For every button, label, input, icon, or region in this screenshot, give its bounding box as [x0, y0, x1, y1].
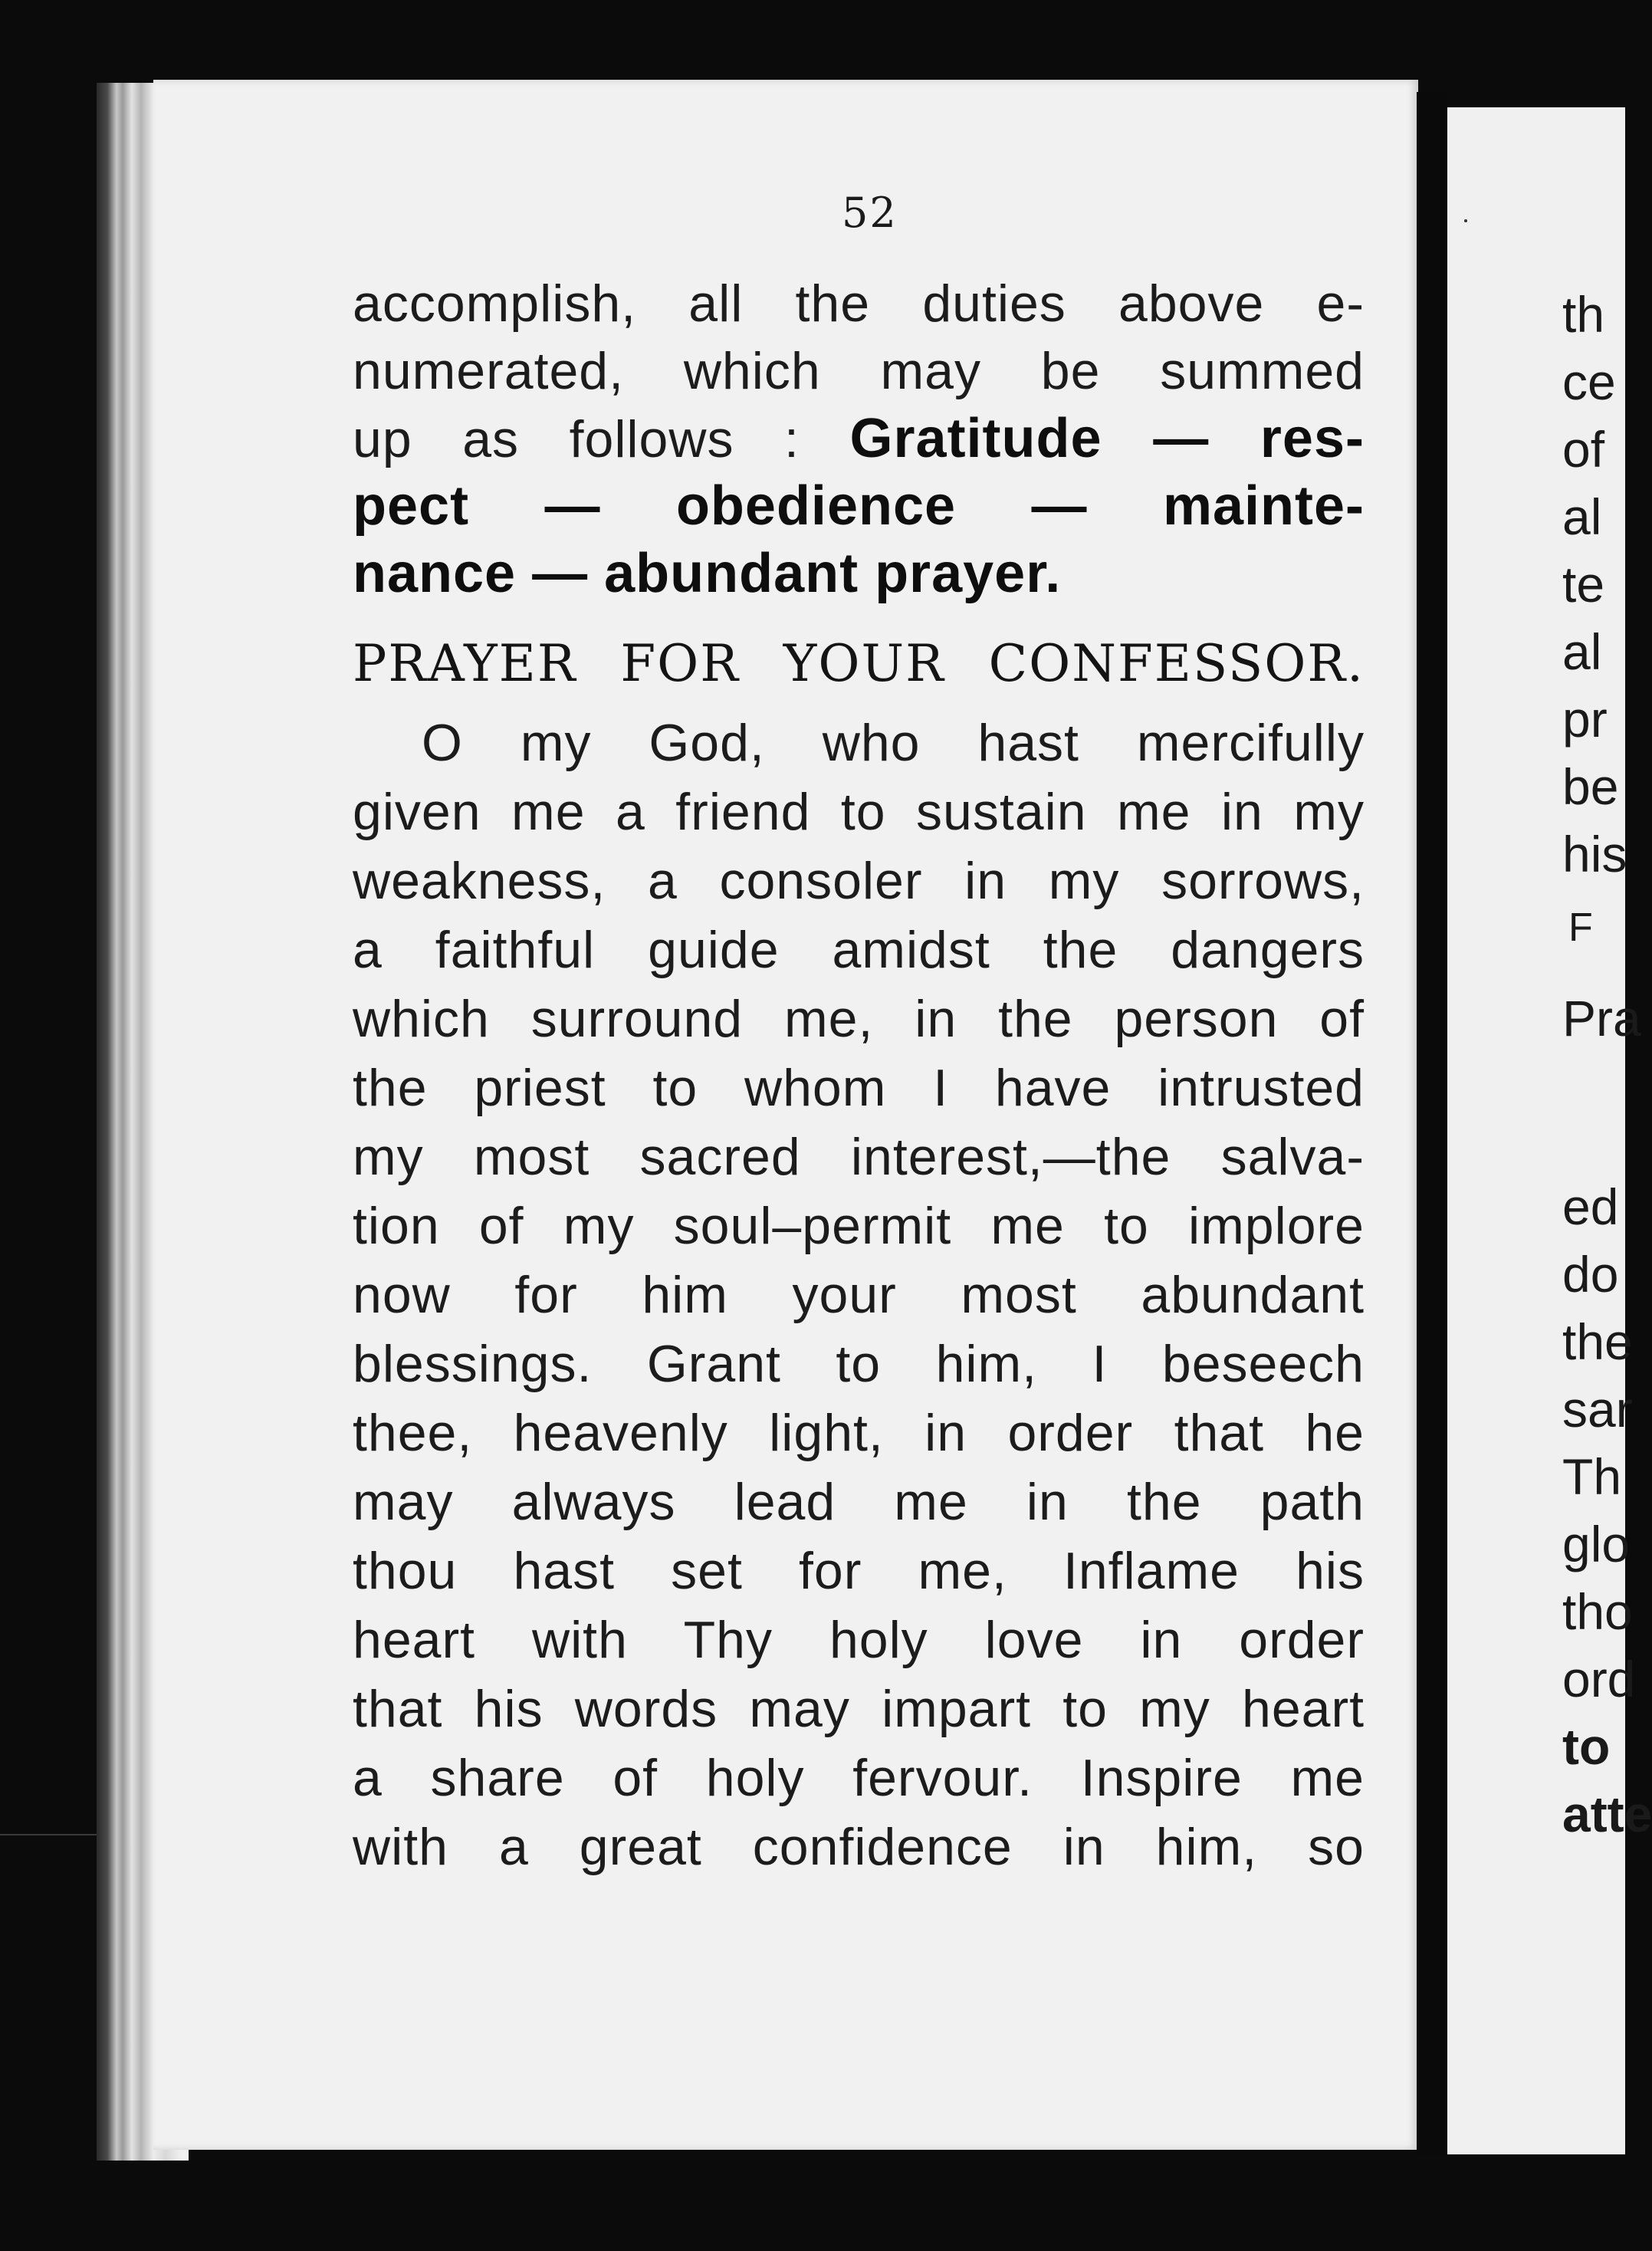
- text-line-mixed: [353, 405, 1365, 472]
- page-number: 52: [842, 189, 898, 237]
- text-line: a share of holy fervour. Inspire me: [353, 1749, 1365, 1807]
- text-line: O my God, who hast mercifully: [422, 714, 1365, 772]
- text-fragment: the: [1562, 1313, 1633, 1370]
- text-line: with a great confidence in him, so: [353, 1818, 1365, 1876]
- text-line: tion of my soul–permit me to implore: [353, 1197, 1365, 1255]
- text-line: now for him your most abundant: [353, 1266, 1365, 1324]
- text-line: thou hast set for me, Inflame his: [353, 1542, 1365, 1600]
- text-fragment: al: [1562, 488, 1602, 545]
- text-line: thee, heavenly light, in order that he: [353, 1404, 1365, 1462]
- text-fragment: sar: [1562, 1381, 1633, 1438]
- book-gutter: [1417, 92, 1447, 2154]
- text-fragment: Pra: [1562, 990, 1641, 1047]
- text-fragment: F: [1568, 905, 1593, 950]
- text-line: which surround me, in the person of: [353, 990, 1365, 1048]
- text-fragment: al: [1562, 623, 1602, 680]
- text-line: a faithful guide amidst the dangers: [353, 921, 1365, 979]
- text-fragment: te: [1562, 556, 1605, 613]
- text-line: blessings. Grant to him, I beseech: [353, 1335, 1365, 1393]
- text-fragment: th: [1562, 286, 1605, 343]
- text-fragment: his: [1562, 826, 1627, 882]
- bold-text-line: pect — obedience — mainte-: [353, 475, 1365, 537]
- text-line: weakness, a consoler in my sorrows,: [353, 852, 1365, 910]
- text-line: the priest to whom I have intrusted: [353, 1059, 1365, 1117]
- text-fragment: ord: [1562, 1651, 1636, 1707]
- text-fragment: of: [1562, 421, 1605, 478]
- text-span: up as follows :: [353, 410, 850, 468]
- text-fragment: pr: [1562, 691, 1608, 748]
- text-fragment: tho: [1562, 1583, 1633, 1640]
- text-line: given me a friend to sustain me in my: [353, 783, 1365, 841]
- right-page: [1447, 107, 1625, 2154]
- text-fragment: atte: [1562, 1786, 1652, 1842]
- prayer-text: [353, 708, 1365, 1881]
- text-fragment: be: [1562, 758, 1619, 815]
- text-line: may always lead me in the path: [353, 1473, 1365, 1531]
- bold-text-span: Gratitude — res-: [849, 408, 1365, 469]
- text-line: heart with Thy holy love in order: [353, 1611, 1365, 1669]
- text-fragment: Th: [1562, 1448, 1622, 1505]
- text-line: accomplish, all the duties above e-: [353, 274, 1365, 333]
- page-text: [353, 270, 1365, 1881]
- text-line: numerated, which may be summed: [353, 342, 1365, 400]
- text-fragment: ed: [1562, 1178, 1619, 1235]
- text-line: that his words may impart to my heart: [353, 1680, 1365, 1738]
- speck: [1464, 219, 1467, 222]
- text-line: my most sacred interest,—the salva-: [353, 1128, 1365, 1186]
- text-fragment: to: [1562, 1718, 1611, 1775]
- text-fragment: glo: [1562, 1516, 1631, 1572]
- text-fragment: do: [1562, 1246, 1619, 1303]
- bold-text-line: nance — abundant prayer.: [353, 543, 1062, 604]
- section-heading: PRAYER FOR YOUR CONFESSOR.: [353, 634, 1365, 693]
- text-fragment: ce: [1562, 353, 1616, 410]
